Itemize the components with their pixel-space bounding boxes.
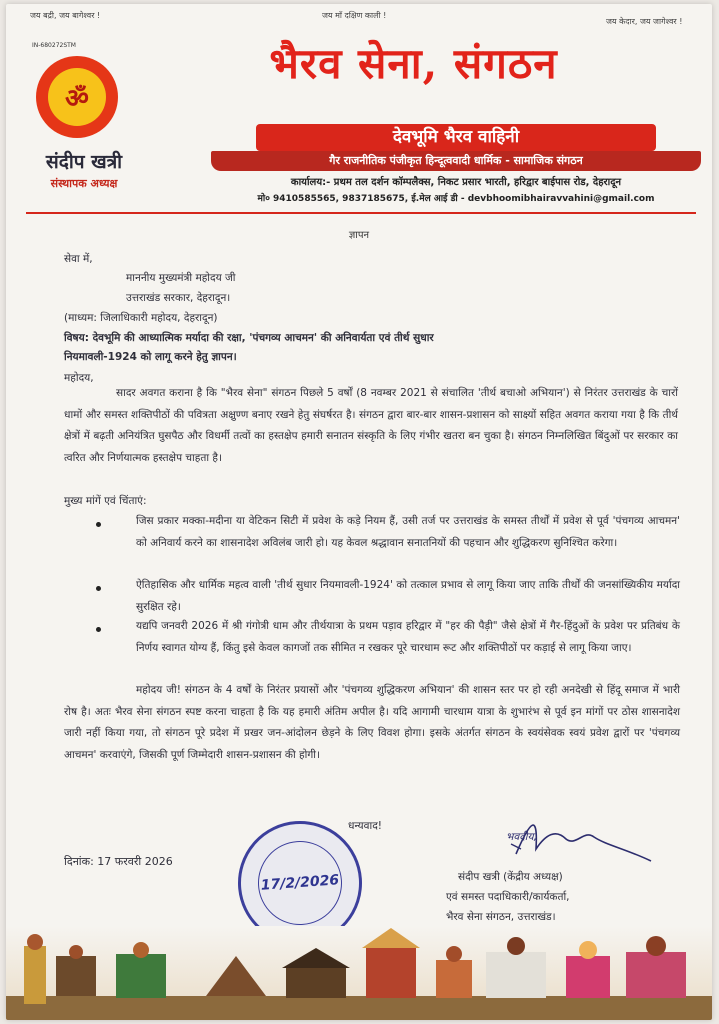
trishul-icon: ॐ (48, 68, 106, 126)
signatory-line-1: संदीप खत्री (केंद्रीय अध्यक्ष) (458, 871, 563, 883)
organization-tagline: देवभूमि भैरव वाहिनी (256, 124, 656, 151)
header-divider (26, 212, 696, 214)
contact-details: मो० 9410585565, 9837185675, ई.मेल आई डी - devbhoomibhairavvahini@gmail.com (257, 194, 655, 204)
recipient-line-1: माननीय मुख्यमंत्री महोदय जी (126, 272, 236, 284)
office-address: कार्यालय:- प्रथम तल दर्शन कॉम्पलैक्स, निकट प्रसार भारती, हरिद्वार बाईपास रोड, देहरादून (290, 177, 622, 188)
founder-name: संदीप खत्री (45, 151, 123, 173)
bullet-icon (96, 522, 101, 527)
organization-name: भैरव सेना, संगठन (269, 39, 558, 88)
thanks-line: धन्यवाद! (348, 820, 382, 832)
invocation-center: जय माँ दक्षिण काली ! (322, 11, 387, 20)
sign-prefix: भवदीय, (506, 831, 537, 843)
subject-line-1: देवभूमि की आध्यात्मिक मर्यादा की रक्षा, 'पंचगव्य आचमन' की अनिवार्यता एवं तीर्थ सुधार (92, 332, 434, 344)
signatory-line-3: भैरव सेना संगठन, उत्तराखंड। (446, 911, 556, 923)
bullet-icon (96, 586, 101, 591)
subject-line-2: नियमावली-1924 को लागू करने हेतु ज्ञापन। (64, 351, 237, 363)
invocation-right: जय केदार, जय जागेश्वर ! (606, 17, 683, 26)
body-paragraph-2: महोदय जी! संगठन के 4 वर्षों के निरंतर प्रयासों और 'पंचगव्य शुद्धिकरण अभियान' की शासन स्तर पर हो रही अनदेखी से हिंदू समाज में भारी रोष है। अतः भैरव सेना संगठन स्पष्ट करना चाहता है कि यह हमारी अंतिम अपील है। यदि आगामी चारधाम यात्रा के शुभारंभ से पूर्व इन मांगों पर ठोस शासनादेश जारी नहीं किया गया, तो संगठन पूरे प्रदेश में प्रखर जन-आंदोलन छेड़ने के लिए विवश होगा। इसके अंतर्गत संगठन के स्वयंसेवक स्वयं प्रवेश द्वारों पर 'पंचगव्य आचमन' करवाएंगे, जिसकी पूर्ण जिम्मेदारी शासन-प्रशासन की होगी। (64, 684, 680, 761)
demand-item-2: ऐतिहासिक और धार्मिक महत्व वाली 'तीर्थ सुधार नियमावली-1924' को तत्काल प्रभाव से लागू किया जाए ताकि तीर्थों की जनसांख्यिकीय मर्यादा सुरक्षित रहे। (136, 579, 680, 613)
body-paragraph-1: सादर अवगत कराना है कि "भैरव सेना" संगठन पिछले 5 वर्षों (8 नवम्बर 2021 से संचालित 'तीर्थ बचाओ अभियान') से निरंतर उत्तराखंड के चारों धामों और समस्त शक्तिपीठों की पवित्रता अक्षुण्ण बनाए रखने हेतु संघर्षरत है। संगठन द्वारा बार-बार शासन-प्रशासन को साक्ष्यों सहित अवगत कराया गया है कि तीर्थ क्षेत्रों में बढ़ती अनियंत्रित घुसपैठ और विधर्मी तत्वों का हस्तक्षेप हमारी सनातन संस्कृति के लिए गंभीर खतरा बन चुका है। संगठन निम्नलिखित बिंदुओं पर सरकार का त्वरित और निर्णयात्मक हस्तक्षेप चाहता है। (64, 387, 678, 464)
founder-title: संस्थापक अध्यक्ष (50, 177, 118, 190)
signature-scribble (476, 809, 656, 869)
registration-number: IN-680272STM (32, 42, 76, 49)
letter-page (6, 4, 712, 1020)
salutation: महोदय, (64, 372, 94, 384)
cultural-footer-illustration (6, 926, 712, 1020)
demands-heading: मुख्य मांगें एवं चिंताएं: (64, 495, 147, 507)
document-heading: ज्ञापन (348, 230, 370, 241)
recipient-line-2: उत्तराखंड सरकार, देहरादून। (126, 292, 231, 304)
letter-date: दिनांक: 17 फरवरी 2026 (64, 855, 173, 868)
demand-item-3: यद्यपि जनवरी 2026 में श्री गंगोत्री धाम और तीर्थयात्रा के प्रथम पड़ाव हरिद्वार में "हर की पैड़ी" जैसे क्षेत्रों में गैर-हिंदुओं के प्रवेश पर प्रतिबंध के निर्णय स्वागत योग्य हैं, किंतु इसे केवल कागजों तक सीमित न रखकर पूरे चारधाम रूट और शक्तिपीठों पर कड़ाई से लागू किया जाए। (136, 620, 680, 654)
subject-label: विषय: (64, 332, 89, 344)
stamp-date: 17/2/2026 (260, 872, 340, 894)
to-line: सेवा में, (64, 253, 93, 265)
subject (64, 331, 682, 346)
bullet-icon (96, 627, 101, 632)
organization-logo (36, 56, 118, 138)
organization-subtitle: गैर राजनीतिक पंजीकृत हिन्दूत्ववादी धार्मिक - सामाजिक संगठन (211, 151, 701, 171)
demand-item-1: जिस प्रकार मक्का-मदीना या वेटिकन सिटी में प्रवेश के कड़े नियम हैं, उसी तर्ज पर उत्तराखंड के समस्त तीर्थों में प्रवेश से पूर्व 'पंचगव्य आचमन' को अनिवार्य करने का शासनादेश अविलंब जारी हो। यह केवल श्रद्धावान सनातनियों की पहचान और शुद्धिकरण सुनिश्चित करेगा। (136, 515, 680, 549)
invocation-left: जय बद्री, जय बागेश्वर ! (30, 11, 101, 20)
signatory-line-2: एवं समस्त पदाधिकारी/कार्यकर्ता, (446, 891, 570, 903)
via-line: (माध्यम: जिलाधिकारी महोदय, देहरादून) (64, 312, 218, 324)
